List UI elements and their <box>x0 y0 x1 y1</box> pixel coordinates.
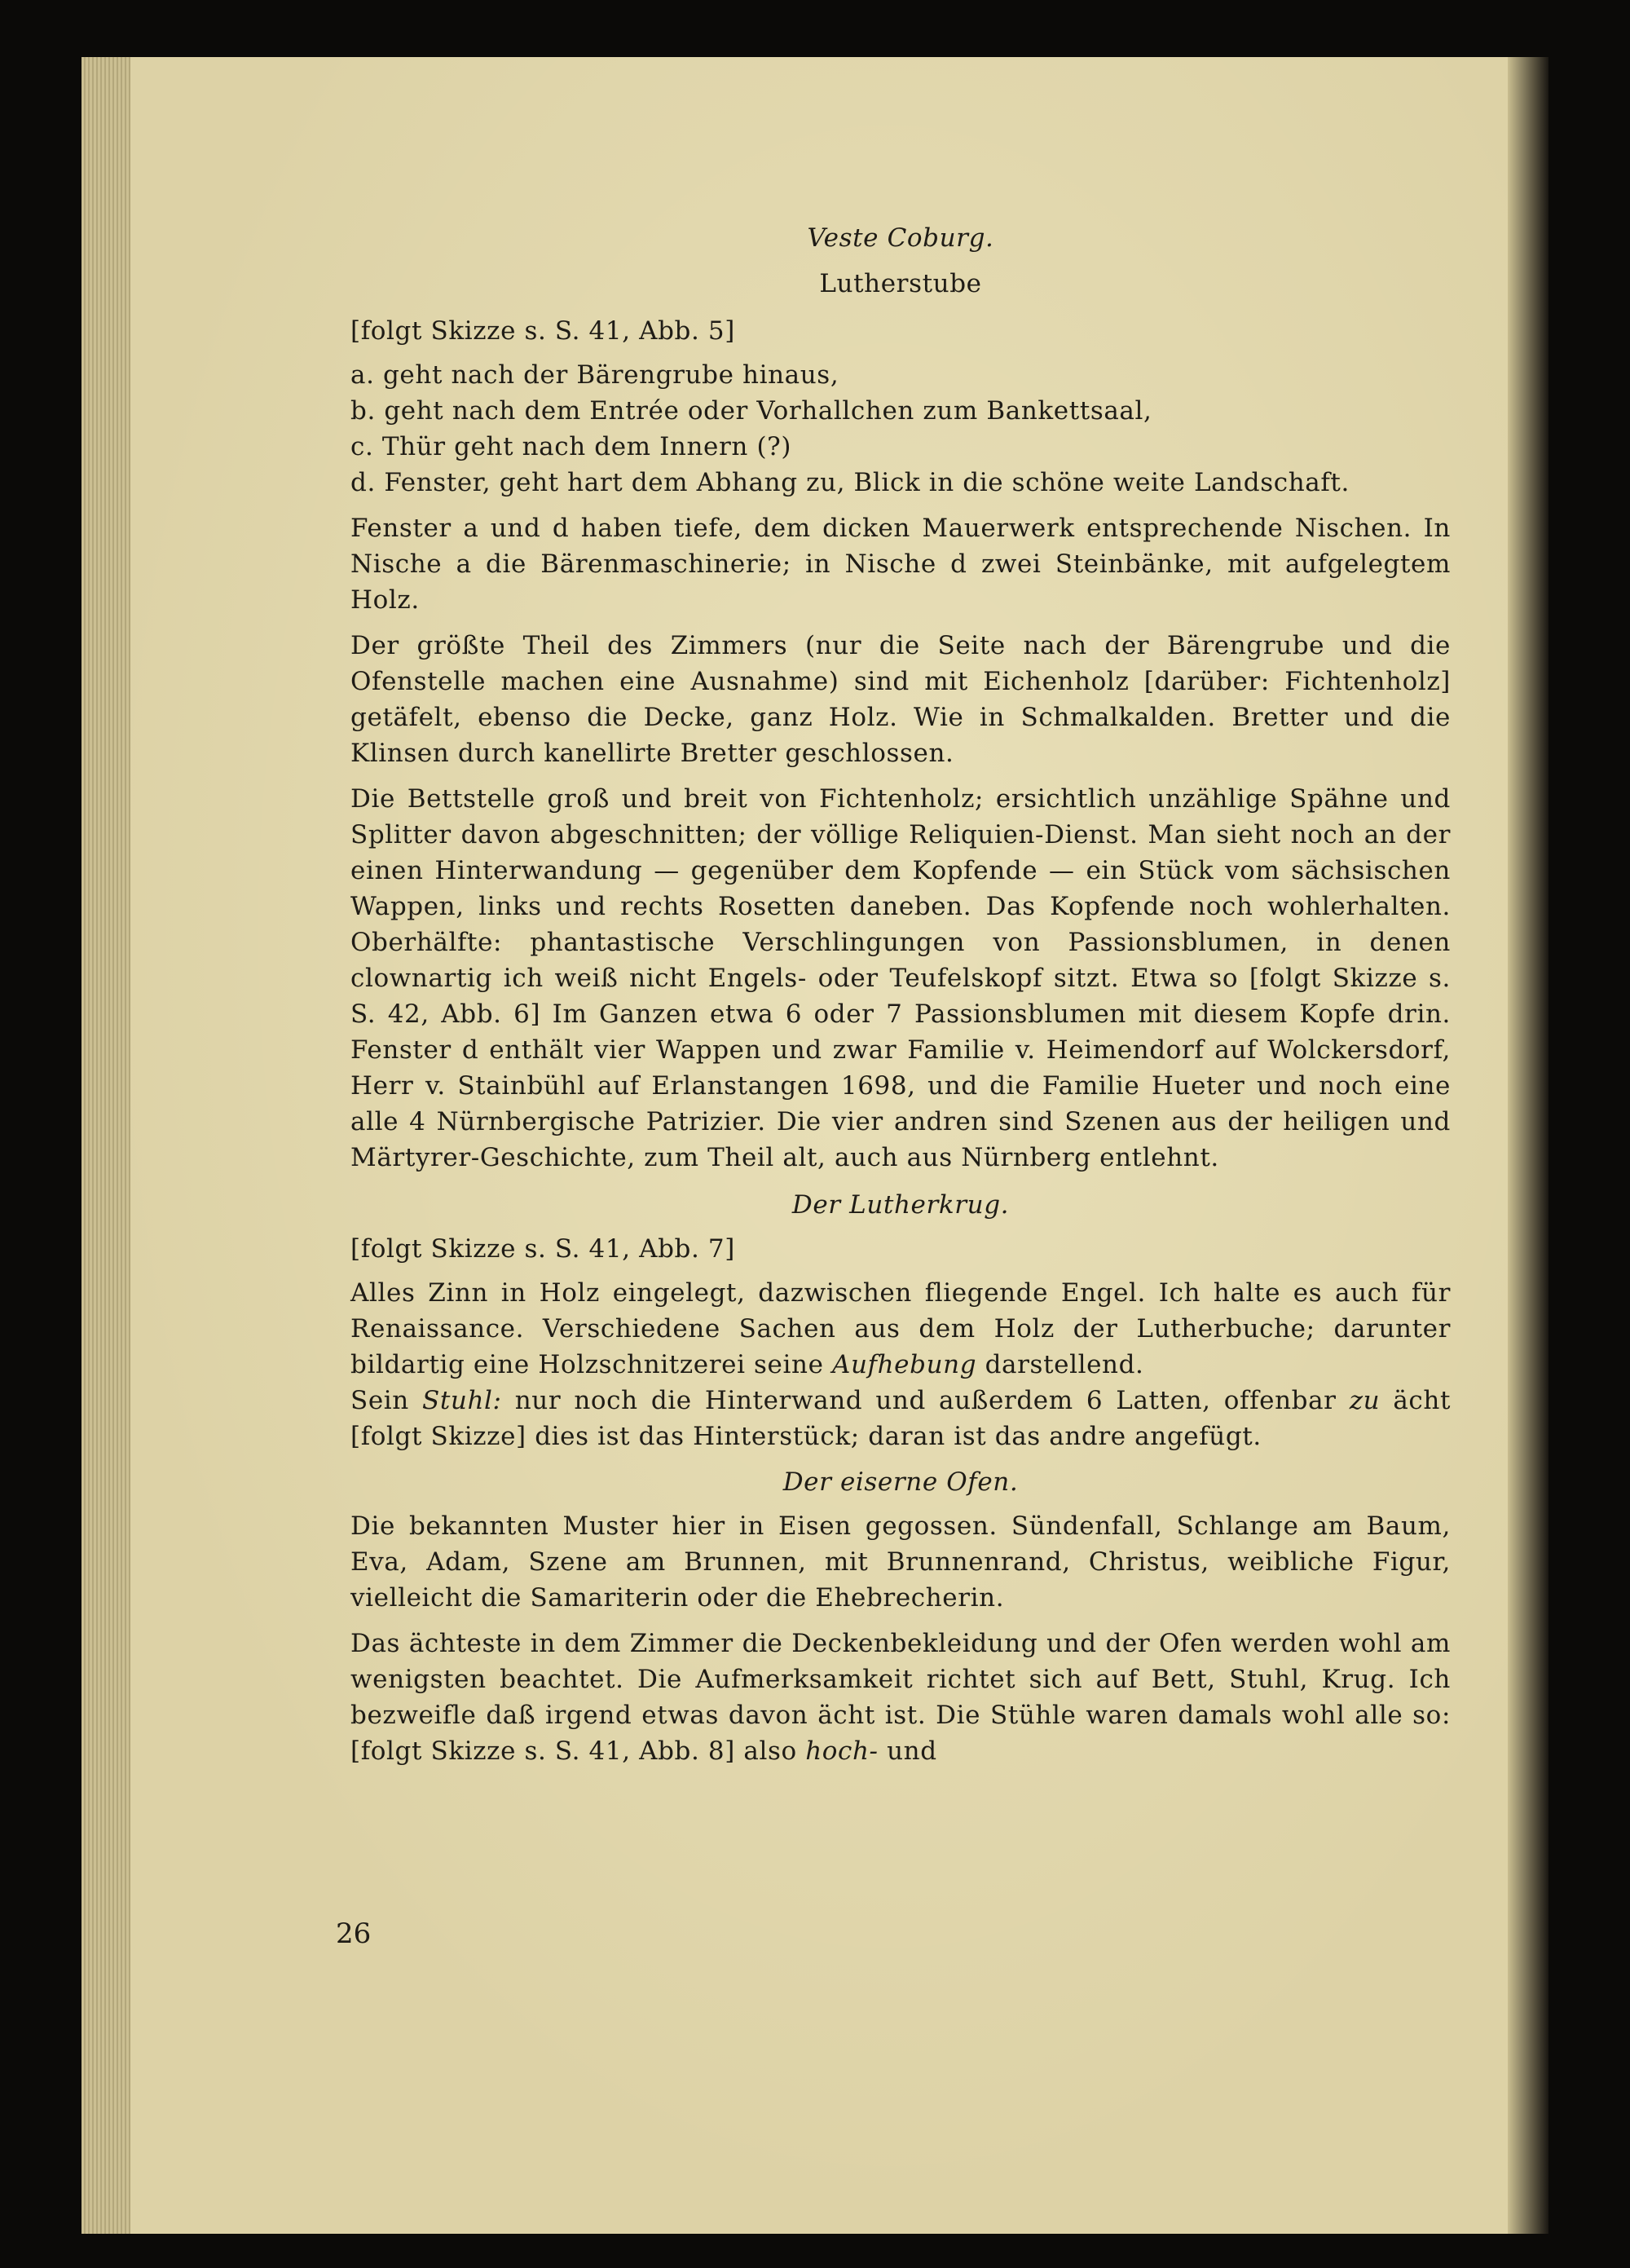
krug-text-end: darstellend. <box>976 1350 1144 1379</box>
place-heading: Veste Coburg. <box>807 223 994 253</box>
stuhl-prefix: Sein <box>350 1386 422 1415</box>
sketch-note: [folgt Skizze s. S. 41, Abb. 5] <box>350 316 735 346</box>
book-spine <box>1508 57 1548 2234</box>
closing-emphasis: hoch- <box>805 1736 879 1766</box>
page-text <box>350 220 1451 1769</box>
page-number: 26 <box>336 1917 372 1950</box>
stuhl-zu: zu <box>1349 1386 1381 1415</box>
paragraph: Der größte Theil des Zimmers (nur die Seite nach der Bärengrube und die Ofenstelle machen eine Ausnahme) sind mit Eichenholz [darüber: Fichtenholz] getäfelt, ebenso die Decke, ganz Holz. Wie in Schmalkalden. Bretter und die Klinsen durch kanellirte Bretter geschlossen. <box>350 631 1451 768</box>
closing-paragraph <box>350 1626 1451 1769</box>
krug-emphasis: Aufhebung <box>831 1350 977 1379</box>
legend-item-c: c. Thür geht nach dem Innern (?) <box>350 432 792 461</box>
legend-item-b: b. geht nach dem Entrée oder Vorhallchen zum Bankettsaal, <box>350 396 1152 426</box>
legend-item-d: d. Fenster, geht hart dem Abhang zu, Blick in die schöne weite Landschaft. <box>350 468 1350 497</box>
paragraph: Fenster a und d haben tiefe, dem dicken Mauerwerk entsprechende Nischen. In Nische a die Bärenmaschinerie; in Nische d zwei Steinbänke, mit aufgelegtem Holz. <box>350 514 1451 615</box>
ofen-paragraph: Die bekannten Muster hier in Eisen gegossen. Sündenfall, Schlange am Baum, Eva, Adam, Szene am Brunnen, mit Brunnenrand, Christus, weibliche Figur, vielleicht die Samariterin oder die Ehebrecherin. <box>350 1511 1451 1613</box>
stuhl-paragraph <box>350 1383 1451 1454</box>
paragraph: Die Bettstelle groß und breit von Fichtenholz; ersichtlich unzählige Spähne und Splitter davon abgeschnitten; der völlige Reliquien-Dienst. Man sieht noch an der einen Hinterwandung — gegenüber dem Kopfende — ein Stück vom sächsischen Wappen, links und rechts Rosetten daneben. Das Kopfende noch wohlerhalten. Oberhälfte: phantastische Verschlingungen von Passionsblumen, in denen clownartig ich weiß nicht Engels- oder Teufelskopf sitzt. Etwa so [folgt Skizze s. S. 42, Abb. 6] Im Ganzen etwa 6 oder 7 Passionsblumen mit diesem Kopfe drin. Fenster d enthält vier Wappen und zwar Familie v. Heimendorf auf Wolckersdorf, Herr v. Stainbühl auf Erlanstangen 1698, und die Familie Hueter und noch eine alle 4 Nürnbergische Patrizier. Die vier andren sind Szenen aus der heiligen und Märtyrer-Geschichte, zum Theil alt, auch aus Nürnberg entlehnt. <box>350 784 1451 1172</box>
page-edges <box>82 57 130 2234</box>
krug-text: Alles Zinn in Holz eingelegt, dazwischen fliegende Engel. Ich halte es auch für Renaissance. Verschiedene Sachen aus dem Holz der Lutherbuche; darunter bildartig eine Holzschnitzerei seine <box>350 1278 1451 1379</box>
closing-end: und <box>878 1736 937 1766</box>
stuhl-text-end: ächt [folgt Skizze] dies ist das Hinterstück; daran ist das andre angefügt. <box>350 1386 1451 1451</box>
krug-sketch-note: [folgt Skizze s. S. 41, Abb. 7] <box>350 1234 735 1264</box>
legend-item-a: a. geht nach der Bärengrube hinaus, <box>350 360 839 390</box>
room-heading: Lutherstube <box>819 269 982 298</box>
krug-paragraph <box>350 1275 1451 1383</box>
stuhl-label: Stuhl: <box>421 1386 502 1415</box>
krug-heading: Der Lutherkrug. <box>791 1190 1010 1220</box>
ofen-heading: Der eiserne Ofen. <box>782 1467 1019 1497</box>
closing-text: Das ächteste in dem Zimmer die Deckenbekleidung und der Ofen werden wohl am wenigsten beachtet. Die Aufmerksamkeit richtet sich auf Bett, Stuhl, Krug. Ich bezweifle daß irgend etwas davon ächt ist. Die Stühle waren damals wohl alle so: [folgt Skizze s. S. 41, Abb. 8] also <box>350 1629 1451 1766</box>
stuhl-text: nur noch die Hinterwand und außerdem 6 Latten, offenbar <box>501 1386 1350 1415</box>
